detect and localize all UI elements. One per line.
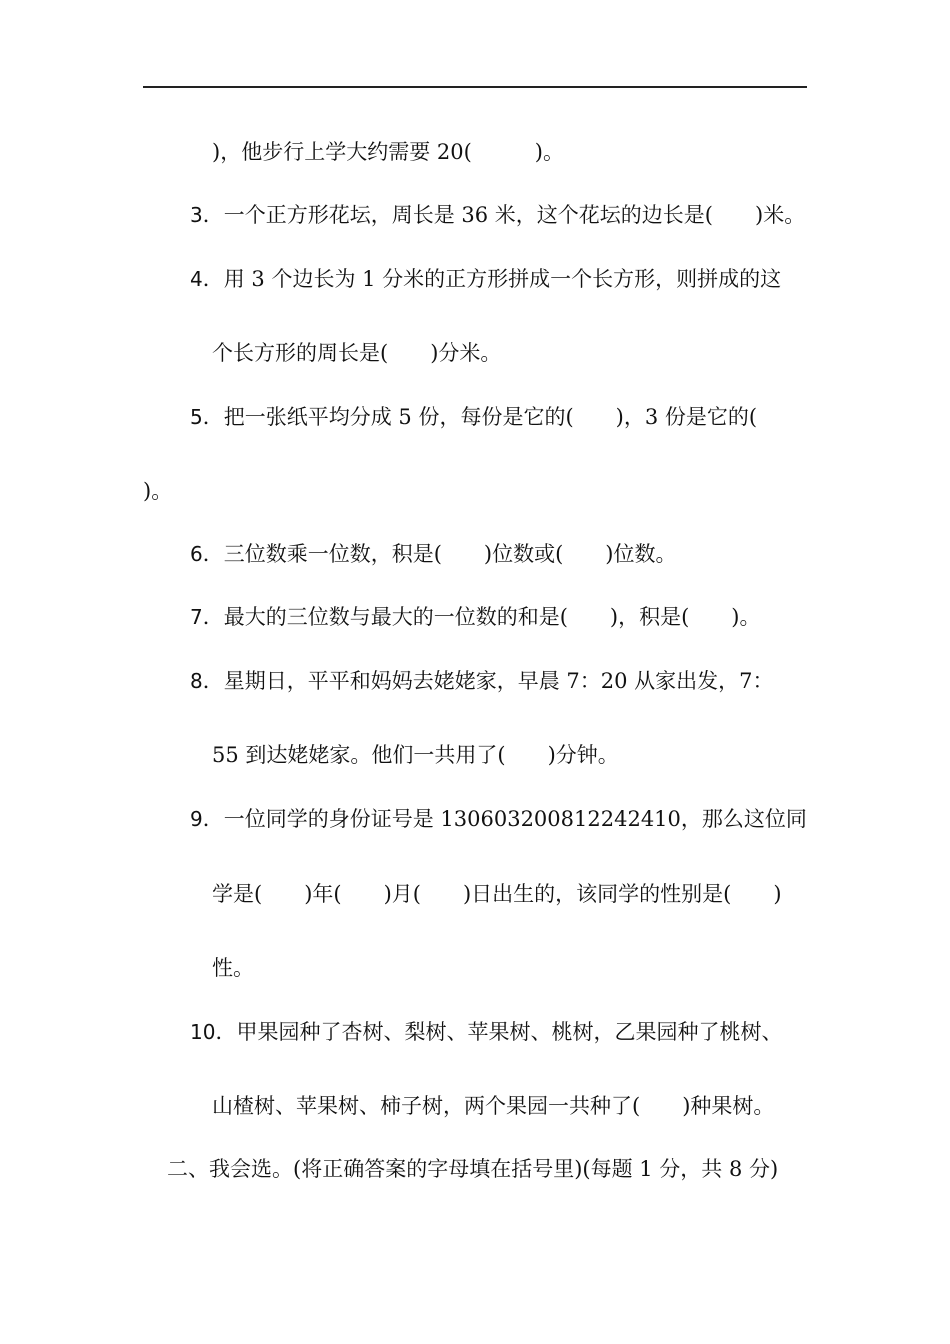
question-number: 7 bbox=[190, 605, 203, 629]
question-number: 4 bbox=[190, 267, 203, 291]
question-text: ．用 3 个边长为 1 分米的正方形拼成一个长方形，则拼成的这 bbox=[202, 267, 782, 291]
question-text: ．星期日，平平和妈妈去姥姥家，早晨 7：20 从家出发，7： bbox=[202, 669, 774, 693]
question-7 bbox=[190, 603, 761, 631]
question-4-continuation bbox=[212, 339, 501, 367]
question-text: )。 bbox=[143, 479, 173, 503]
question-9-continuation-2 bbox=[212, 954, 254, 982]
question-text: 学是( )年( )月( )日出生的，该同学的性别是( ) bbox=[212, 882, 782, 906]
question-10-continuation bbox=[212, 1092, 774, 1120]
question-number: 8 bbox=[190, 669, 203, 693]
question-9-continuation bbox=[212, 880, 782, 908]
question-10 bbox=[190, 1018, 782, 1046]
question-9 bbox=[190, 805, 807, 833]
question-6 bbox=[190, 540, 677, 568]
question-text: ．一个正方形花坛，周长是 36 米，这个花坛的边长是( )米。 bbox=[202, 203, 806, 227]
question-number: 3 bbox=[190, 203, 203, 227]
question-8 bbox=[190, 667, 774, 695]
question-text: ．把一张纸平均分成 5 份，每份是它的( )，3 份是它的( bbox=[202, 405, 758, 429]
question-text: ．一位同学的身份证号是 130603200812242410，那么这位同 bbox=[202, 807, 807, 831]
question-text: 55 到达姥姥家。他们一共用了( )分钟。 bbox=[212, 743, 619, 767]
question-number: 9 bbox=[190, 807, 203, 831]
question-text: 性。 bbox=[212, 956, 254, 980]
question-4 bbox=[190, 265, 781, 293]
question-5-continuation bbox=[143, 477, 172, 505]
question-3 bbox=[190, 201, 805, 229]
question-text: ．甲果园种了杏树、梨树、苹果树、桃树，乙果园种了桃树、 bbox=[215, 1020, 783, 1044]
question-text: ．最大的三位数与最大的一位数的和是( )，积是( )。 bbox=[202, 605, 761, 629]
question-5 bbox=[190, 403, 757, 431]
question-number: 10 bbox=[190, 1020, 216, 1044]
question-text: ．三位数乘一位数，积是( )位数或( )位数。 bbox=[202, 542, 677, 566]
question-8-continuation bbox=[212, 741, 619, 769]
section-heading bbox=[167, 1155, 778, 1183]
header-rule bbox=[143, 86, 807, 88]
q2-continuation bbox=[212, 138, 564, 166]
question-text: 个长方形的周长是( )分米。 bbox=[212, 341, 502, 365]
section-title: 二、我会选。(将正确答案的字母填在括号里)(每题 1 分，共 8 分) bbox=[167, 1157, 779, 1181]
question-text: 山楂树、苹果树、柿子树，两个果园一共种了( )种果树。 bbox=[212, 1094, 775, 1118]
question-number: 5 bbox=[190, 405, 203, 429]
question-number: 6 bbox=[190, 542, 203, 566]
q2-continuation-text: )，他步行上学大约需要 20( )。 bbox=[212, 140, 564, 164]
